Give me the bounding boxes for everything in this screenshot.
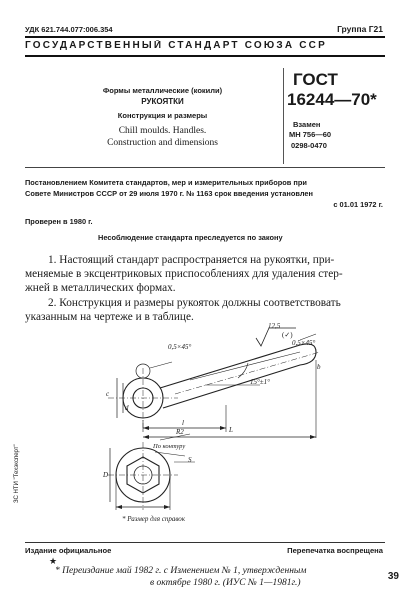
reissue-line1: * Переиздание май 1982 г. с Изменением № 1, утвержденным [55,566,307,576]
star-mark: ★ [49,556,58,566]
law-warning: Несоблюдение стандарта преследуется по закону [98,233,283,242]
handle-taper-line [190,352,300,380]
replaces-label: Взамен [293,120,321,129]
resolution-line2: Совете Министров СССР от 29 июля 1970 г. № 1163 срок введения установлен [25,189,314,198]
page-number: 39 [387,571,399,582]
title-en-line1: Chill moulds. Handles. [118,126,207,136]
dim-l: l [182,419,184,427]
title-en-line2: Construction and dimensions [107,138,218,148]
para1-line1: 1. Настоящий стандарт распространяется на рукоятки, при- [48,254,335,266]
dim-section-d: D [103,471,109,479]
handle-shank [160,344,316,408]
roughness-mark: (✓) [282,331,293,339]
dim-hex: S [188,456,192,464]
resolution-line3: с 01.01 1972 г. [333,200,383,209]
footer-rule [25,542,385,543]
title-ru-line1: Формы металлические (кокили) [102,86,223,95]
radius-r2: R2 [176,428,184,436]
side-stamp: ЗС НТИ "Техэксперт" [14,444,20,503]
roughness-value: 12,5 [268,322,281,330]
angle-label: 15°±1° [250,378,270,386]
dim-L: L [229,426,233,434]
checked-year: Проверен в 1980 г. [25,217,93,226]
dim-d: d [125,404,129,412]
resolution-line1: Постановлением Комитета стандартов, мер и измерительных приборов при [25,178,307,187]
title-ru-line3: Конструкция и размеры [117,111,208,120]
contour-label: По контуру [153,443,186,450]
para1-line3: жней в металлических формах. [25,282,176,294]
reprint-prohibited: Перепечатка воспрещена [287,546,383,555]
replaces-mn: МН 756—60 [289,130,332,139]
gost-number: 16244—70* [287,90,377,109]
group-code: Группа Г21 [337,24,383,34]
udk-code: УДК 621.744.077:006.354 [25,25,113,34]
dim-b: b [317,363,321,371]
okp-code: 0298-0470 [291,141,327,150]
title-ru-line2: РУКОЯТКИ [141,97,184,106]
chamfer-left: 0,5×45° [168,343,192,351]
reissue-line2: в октябре 1980 г. (ИУС № 1—1981г.) [150,578,301,588]
para2-line1: 2. Конструкция и размеры рукояток должны соответствовать [48,297,341,309]
official-edition: Издание официальное [25,546,112,555]
state-standard-title: ГОСУДАРСТВЕННЫЙ СТАНДАРТ СОЮЗА ССР [25,40,327,51]
dim-c: c [106,390,110,398]
chamfer-right: 0,5×45° [292,339,316,347]
drawing-footnote: * Размер для справок [122,515,186,523]
gost-label: ГОСТ [293,70,338,89]
para2-line2: указанным на чертеже и в таблице. [25,311,194,323]
para1-line2: меняемые в эксцентриковых приспособлениях для удаления стер- [25,268,343,280]
